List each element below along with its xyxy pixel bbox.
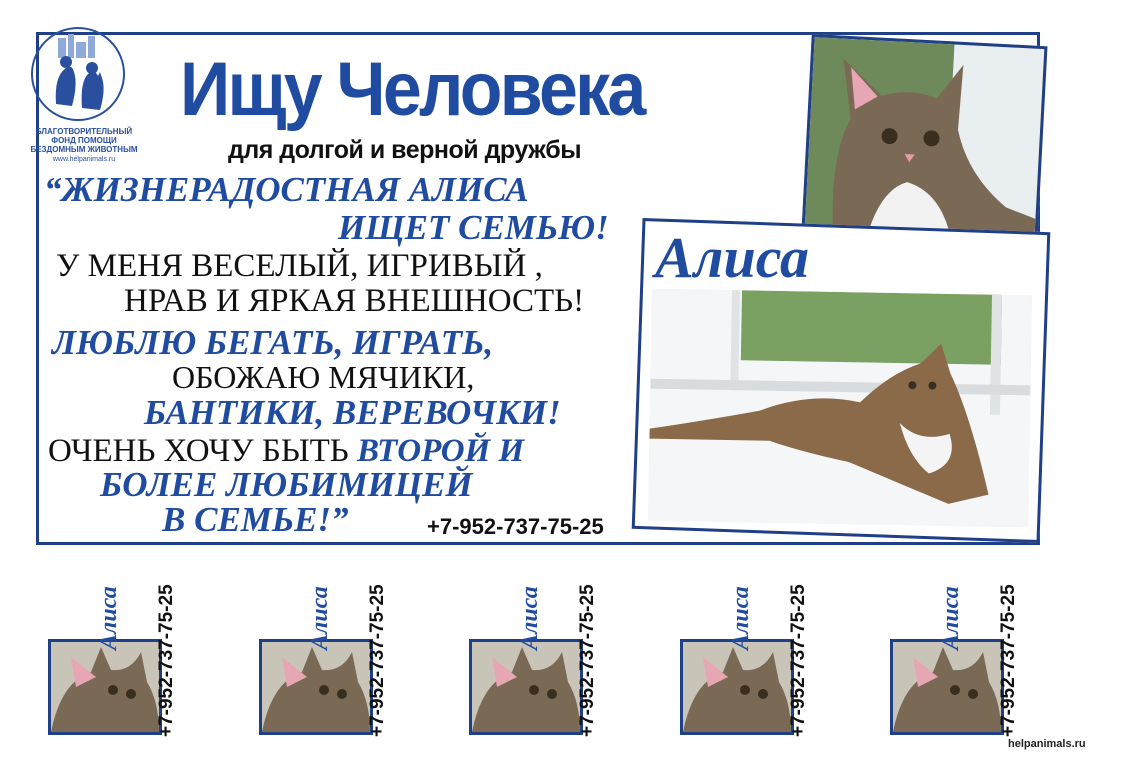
quote-line-4: НРАВ И ЯРКАЯ ВНЕШНОСТЬ! xyxy=(124,283,585,319)
tab-photo xyxy=(890,639,1004,735)
quote-line-9: БОЛЕЕ ЛЮБИМИЦЕЙ xyxy=(100,465,473,504)
tab-phone: +7-952-737-75-25 xyxy=(788,584,809,737)
quote-line-8-plain: ОЧЕНЬ ХОЧУ БЫТЬ xyxy=(48,433,349,469)
quote-line-10: В СЕМЬЕ!” xyxy=(162,500,349,539)
tab-photo xyxy=(680,639,794,735)
contact-phone: +7-952-737-75-25 xyxy=(427,514,604,539)
tab-pet-name: Алиса xyxy=(938,586,964,650)
foundation-name xyxy=(14,127,154,154)
quote-line-2: ИЩЕТ СЕМЬЮ! xyxy=(338,208,609,247)
tab-phone: +7-952-737-75-25 xyxy=(367,584,388,737)
tab-photo xyxy=(259,639,373,735)
tab-photo xyxy=(469,639,583,735)
tear-off-tab[interactable] xyxy=(457,555,632,755)
cat-photo-icon xyxy=(262,642,370,732)
tab-pet-name: Алиса xyxy=(96,586,122,650)
cat-photo-icon xyxy=(472,642,580,732)
quote-line-1: “ЖИЗНЕРАДОСТНАЯ АЛИСА xyxy=(44,170,529,209)
tear-off-tab[interactable] xyxy=(668,555,843,755)
foundation-name-line2: ФОНД ПОМОЩИ xyxy=(51,136,117,145)
pet-name-title: Алиса xyxy=(655,225,809,290)
tab-pet-name: Алиса xyxy=(728,586,754,650)
tab-photo xyxy=(48,639,162,735)
cat-photo-icon xyxy=(648,289,1032,528)
quote-line-8-accent: ВТОРОЙ И xyxy=(356,433,525,469)
subheadline: для долгой и верной дружбы xyxy=(228,136,582,164)
headline: Ищу Человека xyxy=(180,47,644,132)
tear-off-tab[interactable] xyxy=(247,555,422,755)
foundation-name-line3: БЕЗДОМНЫМ ЖИВОТНЫМ xyxy=(30,145,138,154)
quote-line-6: ОБОЖАЮ МЯЧИКИ, xyxy=(172,359,475,395)
quote-line-5: ЛЮБЛЮ БЕГАТЬ, ИГРАТЬ, xyxy=(52,323,494,362)
tear-off-tab[interactable] xyxy=(36,555,211,755)
quote-line-7: БАНТИКИ, ВЕРЕВОЧКИ! xyxy=(144,393,561,432)
tab-phone: +7-952-737-75-25 xyxy=(156,584,177,737)
tab-phone: +7-952-737-75-25 xyxy=(577,584,598,737)
tear-off-tab[interactable] xyxy=(878,555,1053,755)
tab-phone: +7-952-737-75-25 xyxy=(998,584,1019,737)
foundation-site: www.helpanimals.ru xyxy=(52,156,116,163)
foundation-name-line1: БЛАГОТВОРИТЕЛЬНЫЙ xyxy=(35,127,133,136)
foundation-logo-icon xyxy=(28,24,128,124)
cat-photo-icon xyxy=(893,642,1001,732)
cat-photo-lying xyxy=(648,289,1032,528)
quote-line-3: У МЕНЯ ВЕСЕЛЫЙ, ИГРИВЫЙ , xyxy=(56,248,543,284)
watermark: helpanimals.ru xyxy=(1008,738,1086,750)
tab-pet-name: Алиса xyxy=(517,586,543,650)
tab-pet-name: Алиса xyxy=(307,586,333,650)
cat-photo-icon xyxy=(683,642,791,732)
cat-photo-icon xyxy=(51,642,159,732)
